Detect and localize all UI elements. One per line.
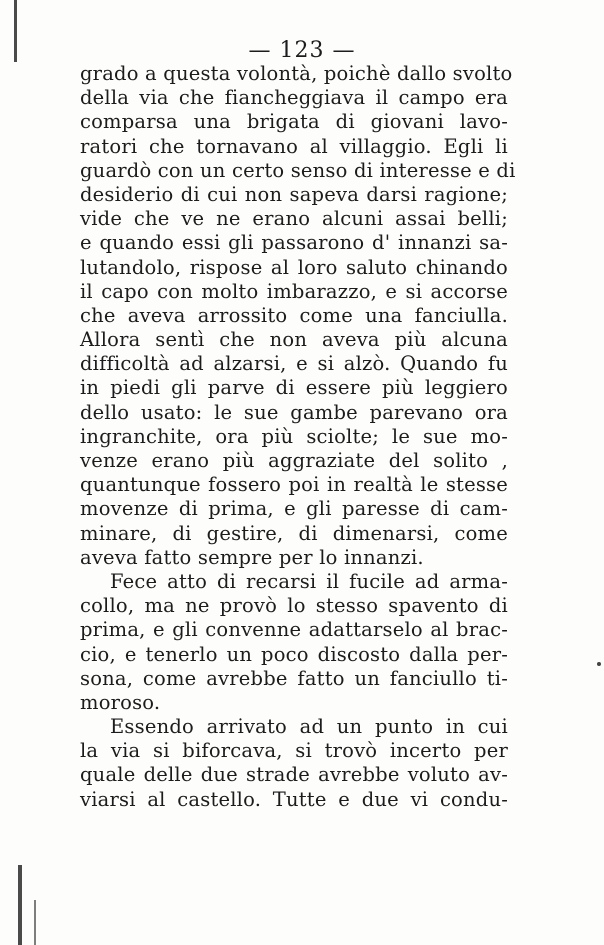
text-line: quantunque fossero poi in realtà le stesse (80, 473, 508, 497)
text-line: minare, di gestire, di dimenarsi, come (80, 521, 508, 545)
print-speck (597, 662, 601, 666)
text-line: viarsi al castello. Tutte e due vi condu- (80, 787, 508, 811)
text-line: aveva fatto sempre per lo innanzi. (80, 545, 424, 569)
page-number: — 123 — (248, 38, 356, 63)
text-line: il capo con molto imbarazzo, e si accorse (80, 279, 508, 303)
binding-edge-bottom (18, 865, 22, 945)
text-line: la via si biforcava, si trovò incerto per (80, 739, 508, 763)
text-line: Fece atto di recarsi il fucile ad arma- (110, 569, 508, 593)
text-line: difficoltà ad alzarsi, e si alzò. Quando fu (80, 352, 508, 376)
text-line: vide che ve ne erano alcuni assai belli; (80, 207, 508, 231)
text-line: prima, e gli convenne adattarselo al brac- (80, 618, 508, 642)
text-line: venze erano più aggraziate del solito , (80, 449, 508, 472)
binding-edge-bottom-inner (34, 900, 36, 945)
text-line: movenze di prima, e gli paresse di cam- (80, 497, 508, 521)
text-line: sona, come avrebbe fatto un fanciullo ti- (80, 666, 508, 690)
text-line: in piedi gli parve di essere più leggiero (80, 376, 508, 400)
text-line: che aveva arrossito come una fanciulla. (80, 303, 508, 327)
text-line: cio, e tenerlo un poco discosto dalla per- (80, 642, 508, 666)
text-line: guardò con un certo senso di interesse e di (80, 158, 516, 182)
body-text (80, 62, 516, 812)
text-line: moroso. (80, 690, 161, 714)
text-line: lutandolo, rispose al loro saluto chinando (80, 255, 508, 279)
text-line: grado a questa volontà, poichè dallo svolto (80, 62, 513, 85)
text-line: desiderio di cui non sapeva darsi ragione; (80, 182, 508, 206)
text-line: e quando essi gli passarono d' innanzi sa- (80, 231, 508, 255)
text-line: quale delle due strade avrebbe voluto av- (80, 763, 508, 787)
text-line: dello usato: le sue gambe parevano ora (80, 400, 508, 424)
text-line: Allora sentì che non aveva più alcuna (80, 328, 508, 352)
text-line: ingranchite, ora più sciolte; le sue mo- (80, 424, 508, 448)
text-line: comparsa una brigata di giovani lavo- (80, 110, 508, 134)
text-line: Essendo arrivato ad un punto in cui (110, 715, 508, 739)
text-line: ratori che tornavano al villaggio. Egli li (80, 134, 508, 158)
text-line: collo, ma ne provò lo stesso spavento di (80, 594, 508, 618)
text-line: della via che fiancheggiava il campo era (80, 86, 508, 110)
